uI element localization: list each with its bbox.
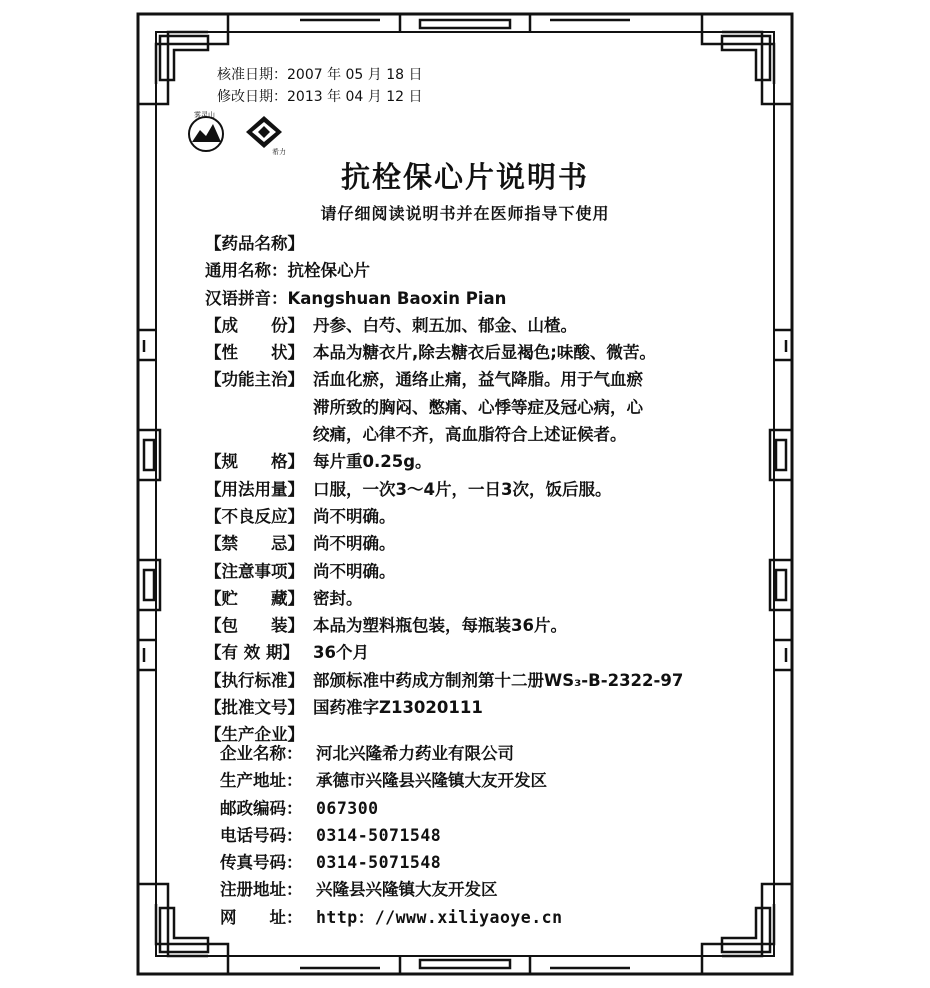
mfg-address-value: 承德市兴隆县兴隆镇大友开发区 — [316, 771, 547, 791]
pinyin-name: 汉语拼音：Kangshuan Baoxin Pian — [205, 288, 507, 308]
mfg-fax-value: 0314-5071548 — [316, 853, 442, 873]
indications-line: 滞所致的胸闷、憋痛、心悸等症及冠心病，心 — [313, 397, 643, 417]
mfg-fax-row — [220, 849, 563, 876]
approval-label: 【批准文号】 — [205, 698, 304, 718]
precaution-value: 尚不明确。 — [313, 561, 396, 581]
mountain-logo-icon — [189, 110, 223, 151]
revision-date: 修改日期：2013 年 04 月 12 日 — [217, 89, 423, 105]
mfg-reg-address-value: 兴隆县兴隆镇大友开发区 — [316, 880, 498, 900]
adverse-label: 【不良反应】 — [205, 506, 304, 526]
mfg-name-row — [220, 740, 563, 767]
generic-name: 通用名称：抗栓保心片 — [205, 261, 370, 281]
brand-logos — [186, 108, 296, 156]
standard-label: 【执行标准】 — [205, 670, 304, 690]
mfg-phone-label: 电话号码： — [220, 825, 303, 845]
indications-value — [313, 366, 765, 448]
mfg-address-label: 生产地址： — [220, 771, 303, 791]
usage-value: 口服，一次3～4片，一日3次，饭后服。 — [313, 479, 612, 499]
mfg-website-label: 网 址： — [220, 907, 303, 927]
approval-date: 核准日期：2007 年 05 月 18 日 — [217, 67, 423, 83]
mfg-name-value: 河北兴隆希力药业有限公司 — [316, 744, 514, 763]
mfg-website-link[interactable]: http：//www.xiliyaoye.cn — [316, 907, 563, 927]
approval-row — [205, 694, 765, 721]
validity-label: 【有 效 期】 — [205, 643, 299, 663]
mfg-postcode-value: 067300 — [316, 798, 379, 818]
indications-row — [205, 366, 765, 448]
date-block — [217, 64, 423, 108]
mfg-phone-row — [220, 822, 563, 849]
validity-row — [205, 639, 765, 666]
ingredients-row — [205, 312, 765, 339]
indications-line: 绞痛，心律不齐，高血脂符合上述证候者。 — [313, 425, 627, 445]
manufacturer-block — [220, 740, 563, 931]
ingredients-label: 【成 份】 — [205, 315, 304, 335]
indications-line: 活血化瘀，通络止痛，益气降脂。用于气血瘀 — [313, 370, 643, 390]
document-subtitle: 请仔细阅读说明书并在医师指导下使用 — [320, 204, 610, 223]
mfg-postcode-label: 邮政编码： — [220, 798, 303, 818]
ingredients-value: 丹参、白芍、刺五加、郁金、山楂。 — [313, 315, 577, 335]
contra-label: 【禁 忌】 — [205, 534, 304, 554]
storage-row — [205, 585, 765, 612]
mfg-phone-value: 0314-5071548 — [316, 825, 442, 845]
mfg-reg-address-label: 注册地址： — [220, 880, 303, 900]
storage-label: 【贮 藏】 — [205, 588, 304, 608]
usage-row — [205, 476, 765, 503]
approval-value: 国药准字Z13020111 — [313, 698, 483, 718]
description-label: 【性 状】 — [205, 343, 304, 363]
spec-label: 【规 格】 — [205, 452, 304, 472]
diamond-logo-icon — [246, 116, 286, 156]
mfg-postcode-row — [220, 795, 563, 822]
drug-name-heading: 【药品名称】 — [205, 234, 304, 253]
mfg-website-row — [220, 904, 563, 931]
right-logo-text: 希力 — [272, 148, 286, 156]
contra-value: 尚不明确。 — [313, 534, 396, 554]
instructions-body — [205, 230, 765, 749]
indications-label: 【功能主治】 — [205, 370, 304, 390]
package-value: 本品为塑料瓶包装，每瓶装36片。 — [313, 616, 567, 636]
spec-row — [205, 448, 765, 475]
mfg-name-label: 企业名称： — [220, 744, 303, 763]
package-label: 【包 装】 — [205, 616, 304, 636]
manufacturer-heading: 【生产企业】 — [205, 725, 304, 745]
standard-value: 部颁标准中药成方制剂第十二册WS₃-B-2322-97 — [313, 670, 684, 690]
mfg-fax-label: 传真号码： — [220, 853, 303, 873]
spec-value: 每片重0.25g。 — [313, 452, 432, 472]
precaution-row — [205, 558, 765, 585]
mfg-address-row — [220, 767, 563, 794]
adverse-value: 尚不明确。 — [313, 506, 396, 526]
mfg-reg-address-row — [220, 876, 563, 903]
adverse-row — [205, 503, 765, 530]
precaution-label: 【注意事项】 — [205, 561, 304, 581]
validity-value: 36个月 — [313, 643, 369, 663]
standard-row — [205, 667, 765, 694]
left-logo-text: 雾灵山 — [194, 111, 215, 119]
contra-row — [205, 530, 765, 557]
usage-label: 【用法用量】 — [205, 479, 304, 499]
description-row — [205, 339, 765, 366]
description-value: 本品为糖衣片,除去糖衣后显褐色;味酸、微苦。 — [313, 343, 656, 363]
document-title: 抗栓保心片说明书 — [340, 160, 589, 194]
storage-value: 密封。 — [313, 588, 363, 608]
package-row — [205, 612, 765, 639]
